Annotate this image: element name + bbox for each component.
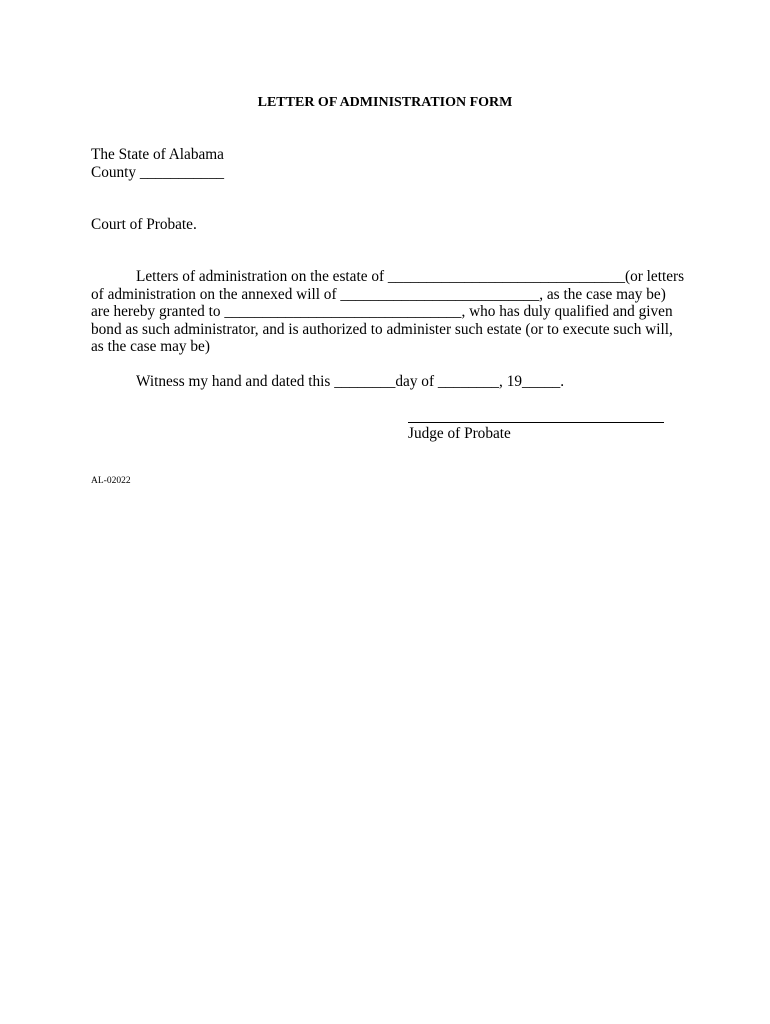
document-title: LETTER OF ADMINISTRATION FORM (257, 95, 513, 110)
signature-line (408, 422, 664, 423)
state-line: The State of Alabama (91, 146, 224, 163)
paragraph-line-5: as the case may be) (91, 338, 210, 355)
court-line: Court of Probate. (91, 216, 197, 233)
witness-line: Witness my hand and dated this ________day of ________, 19_____. (136, 373, 565, 390)
paragraph-line-3: are hereby granted to _______________________________, who has duly qualified and given (91, 303, 673, 320)
body-paragraph (91, 268, 691, 356)
county-line: County ___________ (91, 164, 225, 181)
signature-label: Judge of Probate (408, 425, 511, 442)
paragraph-line-4: bond as such administrator, and is authorized to administer such estate (or to execute such will, (91, 320, 673, 338)
paragraph-line-1: Letters of administration on the estate of _______________________________(or letters (136, 268, 685, 285)
paragraph-line-2: of administration on the annexed will of __________________________, as the case may be) (91, 285, 666, 303)
form-id: AL-02022 (91, 476, 131, 486)
